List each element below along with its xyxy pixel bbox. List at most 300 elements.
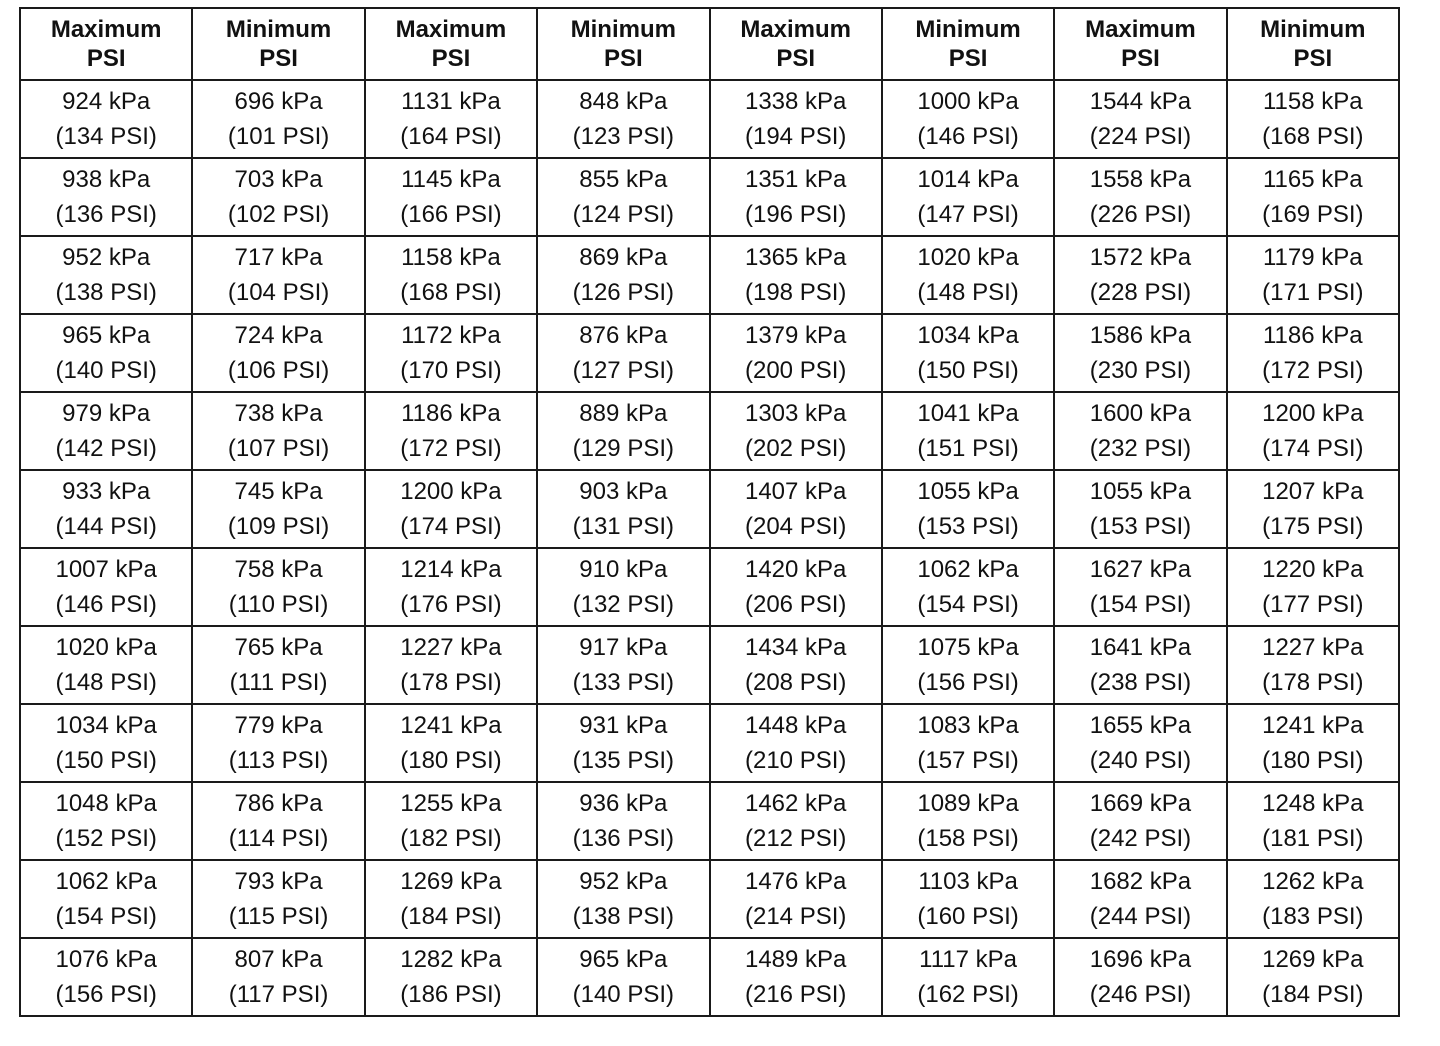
kpa-value: 1303 kPa xyxy=(744,400,847,427)
psi-value: (106 PSI) xyxy=(227,357,330,384)
table-cell xyxy=(710,470,882,548)
table-cell xyxy=(710,782,882,860)
psi-value: (164 PSI) xyxy=(400,123,502,150)
column-header xyxy=(365,8,537,80)
kpa-value: 1048 kPa xyxy=(55,790,157,817)
psi-value: (196 PSI) xyxy=(744,201,847,228)
kpa-value: 1172 kPa xyxy=(401,322,501,349)
kpa-value: 1158 kPa xyxy=(401,244,501,271)
psi-value: (136 PSI) xyxy=(572,825,674,852)
kpa-value: 1420 kPa xyxy=(744,556,847,583)
psi-value: (224 PSI) xyxy=(1089,123,1192,150)
psi-value: (183 PSI) xyxy=(1262,903,1364,930)
kpa-value: 1034 kPa xyxy=(917,322,1019,349)
psi-value: (135 PSI) xyxy=(572,747,674,774)
psi-value: (158 PSI) xyxy=(917,825,1019,852)
header-unit: PSI xyxy=(948,45,988,72)
kpa-value: 1262 kPa xyxy=(1262,868,1364,895)
table-cell xyxy=(1227,158,1399,236)
psi-value: (131 PSI) xyxy=(572,513,674,540)
kpa-value: 1083 kPa xyxy=(917,712,1019,739)
table-row xyxy=(20,470,1399,548)
psi-value: (168 PSI) xyxy=(400,279,502,306)
table-cell xyxy=(192,704,364,782)
table-cell xyxy=(20,860,192,938)
kpa-value: 1020 kPa xyxy=(917,244,1019,271)
table-cell xyxy=(365,236,537,314)
psi-value: (176 PSI) xyxy=(400,591,502,618)
table-row xyxy=(20,158,1399,236)
kpa-value: 1179 kPa xyxy=(1262,244,1363,271)
psi-value: (151 PSI) xyxy=(917,435,1019,462)
table-row xyxy=(20,236,1399,314)
kpa-value: 1407 kPa xyxy=(744,478,847,505)
kpa-value: 1655 kPa xyxy=(1089,712,1192,739)
table-cell xyxy=(1227,782,1399,860)
table-cell xyxy=(1054,938,1226,1016)
psi-value: (113 PSI) xyxy=(228,747,329,774)
psi-value: (115 PSI) xyxy=(228,903,329,930)
table-cell xyxy=(710,236,882,314)
psi-value: (111 PSI) xyxy=(229,669,328,696)
table-cell xyxy=(192,236,364,314)
kpa-value: 1627 kPa xyxy=(1089,556,1192,583)
kpa-value: 1351 kPa xyxy=(744,166,847,193)
table-cell xyxy=(192,158,364,236)
table-cell xyxy=(1054,314,1226,392)
kpa-value: 952 kPa xyxy=(579,868,668,895)
kpa-value: 1103 kPa xyxy=(918,868,1018,895)
column-header xyxy=(882,8,1054,80)
table-cell xyxy=(365,548,537,626)
psi-value: (204 PSI) xyxy=(744,513,847,540)
psi-value: (107 PSI) xyxy=(227,435,330,462)
psi-value: (148 PSI) xyxy=(917,279,1019,306)
psi-value: (210 PSI) xyxy=(744,747,847,774)
column-header xyxy=(1054,8,1226,80)
table-cell xyxy=(1054,470,1226,548)
table-cell xyxy=(537,548,709,626)
table-cell xyxy=(710,392,882,470)
table-cell xyxy=(1054,80,1226,158)
kpa-value: 786 kPa xyxy=(234,790,323,817)
kpa-value: 1379 kPa xyxy=(744,322,847,349)
kpa-value: 848 kPa xyxy=(579,88,668,115)
psi-value: (240 PSI) xyxy=(1089,747,1192,774)
kpa-value: 1489 kPa xyxy=(744,946,847,973)
kpa-value: 1145 kPa xyxy=(401,166,501,193)
kpa-value: 1448 kPa xyxy=(744,712,847,739)
kpa-value: 965 kPa xyxy=(62,322,151,349)
table-cell xyxy=(710,548,882,626)
header-unit: PSI xyxy=(1293,45,1333,72)
kpa-value: 1062 kPa xyxy=(55,868,157,895)
table-cell xyxy=(882,80,1054,158)
psi-value: (156 PSI) xyxy=(917,669,1019,696)
table-row xyxy=(20,314,1399,392)
kpa-value: 855 kPa xyxy=(579,166,668,193)
psi-value: (140 PSI) xyxy=(572,981,674,1008)
header-label: Minimum xyxy=(570,16,676,43)
table-cell xyxy=(1227,236,1399,314)
psi-value: (180 PSI) xyxy=(1262,747,1364,774)
kpa-value: 745 kPa xyxy=(234,478,323,505)
column-header xyxy=(1227,8,1399,80)
table-row xyxy=(20,548,1399,626)
table-cell xyxy=(710,158,882,236)
table-cell xyxy=(882,392,1054,470)
table-cell xyxy=(20,782,192,860)
psi-value: (208 PSI) xyxy=(744,669,847,696)
psi-value: (124 PSI) xyxy=(572,201,674,228)
psi-value: (136 PSI) xyxy=(55,201,157,228)
kpa-value: 933 kPa xyxy=(62,478,151,505)
table-cell xyxy=(365,938,537,1016)
kpa-value: 1000 kPa xyxy=(917,88,1019,115)
kpa-value: 1434 kPa xyxy=(744,634,847,661)
psi-value: (169 PSI) xyxy=(1262,201,1364,228)
psi-value: (154 PSI) xyxy=(1089,591,1192,618)
table-cell xyxy=(20,626,192,704)
table-cell xyxy=(537,704,709,782)
table-cell xyxy=(1227,80,1399,158)
header-label: Minimum xyxy=(1260,16,1366,43)
psi-value: (174 PSI) xyxy=(1262,435,1364,462)
psi-value: (117 PSI) xyxy=(228,981,329,1008)
kpa-value: 1641 kPa xyxy=(1089,634,1192,661)
header-unit: PSI xyxy=(603,45,643,72)
table-cell xyxy=(537,158,709,236)
kpa-value: 1696 kPa xyxy=(1089,946,1192,973)
kpa-value: 1062 kPa xyxy=(917,556,1019,583)
table-cell xyxy=(1054,704,1226,782)
table-cell xyxy=(365,314,537,392)
psi-value: (170 PSI) xyxy=(400,357,502,384)
kpa-value: 1338 kPa xyxy=(744,88,847,115)
table-cell xyxy=(882,548,1054,626)
psi-value: (216 PSI) xyxy=(744,981,847,1008)
psi-value: (132 PSI) xyxy=(572,591,674,618)
kpa-value: 1572 kPa xyxy=(1089,244,1192,271)
table-row xyxy=(20,704,1399,782)
table-cell xyxy=(1227,314,1399,392)
header-unit: PSI xyxy=(431,45,471,72)
table-cell xyxy=(20,470,192,548)
kpa-value: 1186 kPa xyxy=(1262,322,1363,349)
psi-value: (177 PSI) xyxy=(1262,591,1364,618)
kpa-value: 1365 kPa xyxy=(744,244,847,271)
kpa-value: 1055 kPa xyxy=(917,478,1019,505)
table-cell xyxy=(192,860,364,938)
psi-value: (171 PSI) xyxy=(1262,279,1364,306)
table-cell xyxy=(882,470,1054,548)
table-cell xyxy=(710,938,882,1016)
kpa-value: 1227 kPa xyxy=(400,634,502,661)
kpa-value: 779 kPa xyxy=(234,712,323,739)
table-cell xyxy=(537,470,709,548)
table-cell xyxy=(537,860,709,938)
psi-value: (228 PSI) xyxy=(1089,279,1192,306)
psi-value: (142 PSI) xyxy=(55,435,157,462)
kpa-value: 903 kPa xyxy=(579,478,668,505)
psi-value: (202 PSI) xyxy=(744,435,847,462)
psi-value: (160 PSI) xyxy=(917,903,1019,930)
psi-value: (178 PSI) xyxy=(400,669,502,696)
kpa-value: 1055 kPa xyxy=(1089,478,1192,505)
table-cell xyxy=(1054,158,1226,236)
table-cell xyxy=(537,80,709,158)
table-cell xyxy=(365,782,537,860)
table-cell xyxy=(1227,548,1399,626)
header-unit: PSI xyxy=(776,45,816,72)
psi-value: (154 PSI) xyxy=(55,903,157,930)
table-cell xyxy=(537,236,709,314)
psi-value: (178 PSI) xyxy=(1262,669,1364,696)
table-row xyxy=(20,392,1399,470)
table-cell xyxy=(1054,392,1226,470)
kpa-value: 1117 kPa xyxy=(919,946,1017,973)
kpa-value: 1544 kPa xyxy=(1089,88,1192,115)
table-cell xyxy=(1227,470,1399,548)
table-cell xyxy=(192,626,364,704)
table-cell xyxy=(192,470,364,548)
psi-value: (172 PSI) xyxy=(400,435,502,462)
table-cell xyxy=(192,782,364,860)
header-label: Maximum xyxy=(395,16,507,43)
kpa-value: 793 kPa xyxy=(234,868,323,895)
psi-value: (150 PSI) xyxy=(55,747,157,774)
table-cell xyxy=(710,80,882,158)
psi-value: (232 PSI) xyxy=(1089,435,1192,462)
kpa-value: 1089 kPa xyxy=(917,790,1019,817)
kpa-value: 807 kPa xyxy=(234,946,323,973)
kpa-value: 1558 kPa xyxy=(1089,166,1192,193)
kpa-value: 979 kPa xyxy=(62,400,151,427)
table-cell xyxy=(20,704,192,782)
table-cell xyxy=(20,548,192,626)
table-cell xyxy=(365,626,537,704)
psi-value: (127 PSI) xyxy=(572,357,674,384)
psi-value: (200 PSI) xyxy=(744,357,847,384)
table-cell xyxy=(537,314,709,392)
header-label: Maximum xyxy=(50,16,162,43)
psi-value: (181 PSI) xyxy=(1262,825,1364,852)
table-cell xyxy=(1054,782,1226,860)
kpa-value: 1165 kPa xyxy=(1262,166,1363,193)
table-cell xyxy=(537,938,709,1016)
psi-value: (180 PSI) xyxy=(400,747,502,774)
table-cell xyxy=(365,860,537,938)
kpa-value: 738 kPa xyxy=(234,400,323,427)
kpa-value: 724 kPa xyxy=(234,322,323,349)
table-cell xyxy=(882,860,1054,938)
kpa-value: 924 kPa xyxy=(62,88,151,115)
table-cell xyxy=(365,470,537,548)
kpa-value: 1586 kPa xyxy=(1089,322,1192,349)
kpa-value: 1034 kPa xyxy=(55,712,157,739)
psi-value: (134 PSI) xyxy=(55,123,157,150)
psi-value: (238 PSI) xyxy=(1089,669,1192,696)
kpa-value: 952 kPa xyxy=(62,244,151,271)
table-cell xyxy=(537,392,709,470)
psi-value: (246 PSI) xyxy=(1089,981,1192,1008)
kpa-value: 1041 kPa xyxy=(917,400,1019,427)
kpa-value: 1220 kPa xyxy=(1262,556,1364,583)
column-header xyxy=(537,8,709,80)
kpa-value: 1241 kPa xyxy=(1262,712,1364,739)
psi-value: (152 PSI) xyxy=(55,825,157,852)
kpa-value: 1269 kPa xyxy=(400,868,502,895)
psi-value: (150 PSI) xyxy=(917,357,1019,384)
kpa-value: 965 kPa xyxy=(579,946,668,973)
psi-value: (133 PSI) xyxy=(572,669,674,696)
psi-value: (194 PSI) xyxy=(744,123,847,150)
header-label: Minimum xyxy=(225,16,332,43)
table-cell xyxy=(192,548,364,626)
table-cell xyxy=(537,782,709,860)
table-body xyxy=(20,80,1399,1016)
table-cell xyxy=(882,938,1054,1016)
table-cell xyxy=(710,314,882,392)
table-cell xyxy=(20,314,192,392)
psi-value: (242 PSI) xyxy=(1089,825,1192,852)
table-cell xyxy=(882,626,1054,704)
kpa-value: 938 kPa xyxy=(62,166,151,193)
psi-value: (146 PSI) xyxy=(917,123,1019,150)
psi-value: (174 PSI) xyxy=(400,513,502,540)
kpa-value: 1020 kPa xyxy=(55,634,157,661)
kpa-value: 1214 kPa xyxy=(400,556,502,583)
header-row xyxy=(20,8,1399,80)
table-row xyxy=(20,860,1399,938)
psi-value: (172 PSI) xyxy=(1262,357,1364,384)
psi-value: (214 PSI) xyxy=(744,903,847,930)
psi-value: (198 PSI) xyxy=(744,279,847,306)
kpa-value: 758 kPa xyxy=(234,556,323,583)
kpa-value: 1227 kPa xyxy=(1262,634,1364,661)
table-cell xyxy=(882,236,1054,314)
column-header xyxy=(710,8,882,80)
psi-value: (186 PSI) xyxy=(400,981,502,1008)
psi-value: (212 PSI) xyxy=(744,825,847,852)
header-label: Minimum xyxy=(915,16,1021,43)
psi-value: (109 PSI) xyxy=(227,513,330,540)
table-cell xyxy=(20,158,192,236)
kpa-value: 1186 kPa xyxy=(401,400,501,427)
psi-value: (156 PSI) xyxy=(55,981,157,1008)
kpa-value: 1476 kPa xyxy=(744,868,847,895)
kpa-value: 876 kPa xyxy=(579,322,668,349)
kpa-value: 936 kPa xyxy=(579,790,668,817)
kpa-value: 765 kPa xyxy=(234,634,323,661)
psi-value: (153 PSI) xyxy=(917,513,1019,540)
psi-value: (144 PSI) xyxy=(55,513,157,540)
psi-value: (147 PSI) xyxy=(917,201,1019,228)
kpa-value: 1076 kPa xyxy=(55,946,157,973)
table-cell xyxy=(192,80,364,158)
psi-value: (184 PSI) xyxy=(1262,981,1364,1008)
column-header xyxy=(192,8,364,80)
table-cell xyxy=(1227,626,1399,704)
table-row xyxy=(20,626,1399,704)
kpa-value: 1248 kPa xyxy=(1262,790,1364,817)
table-cell xyxy=(1054,860,1226,938)
header-unit: PSI xyxy=(1121,45,1160,72)
table-cell xyxy=(1227,704,1399,782)
table-cell xyxy=(882,314,1054,392)
psi-value: (104 PSI) xyxy=(227,279,330,306)
kpa-value: 696 kPa xyxy=(234,88,323,115)
table-cell xyxy=(710,704,882,782)
table-cell xyxy=(710,626,882,704)
psi-value: (129 PSI) xyxy=(572,435,674,462)
kpa-value: 1669 kPa xyxy=(1089,790,1192,817)
psi-value: (148 PSI) xyxy=(55,669,157,696)
table-cell xyxy=(1227,860,1399,938)
kpa-value: 889 kPa xyxy=(579,400,668,427)
table-cell xyxy=(192,938,364,1016)
table-row xyxy=(20,782,1399,860)
table-cell xyxy=(882,782,1054,860)
psi-value: (126 PSI) xyxy=(572,279,674,306)
table-cell xyxy=(1227,938,1399,1016)
table-cell xyxy=(537,626,709,704)
table-cell xyxy=(20,236,192,314)
psi-value: (166 PSI) xyxy=(400,201,502,228)
table-cell xyxy=(882,158,1054,236)
kpa-value: 869 kPa xyxy=(579,244,668,271)
kpa-value: 1158 kPa xyxy=(1262,88,1363,115)
psi-value: (184 PSI) xyxy=(400,903,502,930)
psi-value: (140 PSI) xyxy=(55,357,157,384)
kpa-value: 703 kPa xyxy=(234,166,323,193)
table-cell xyxy=(20,938,192,1016)
kpa-value: 1207 kPa xyxy=(1262,478,1364,505)
kpa-value: 1462 kPa xyxy=(744,790,847,817)
psi-value: (154 PSI) xyxy=(917,591,1019,618)
kpa-value: 1075 kPa xyxy=(917,634,1019,661)
psi-value: (162 PSI) xyxy=(917,981,1019,1008)
kpa-value: 1682 kPa xyxy=(1089,868,1192,895)
kpa-value: 1200 kPa xyxy=(400,478,502,505)
header-unit: PSI xyxy=(86,45,126,72)
psi-value: (153 PSI) xyxy=(1089,513,1192,540)
psi-value: (168 PSI) xyxy=(1262,123,1364,150)
table-row xyxy=(20,80,1399,158)
table-cell xyxy=(365,704,537,782)
table-cell xyxy=(882,704,1054,782)
psi-value: (157 PSI) xyxy=(917,747,1019,774)
kpa-value: 1255 kPa xyxy=(400,790,502,817)
psi-value: (244 PSI) xyxy=(1089,903,1192,930)
kpa-value: 917 kPa xyxy=(579,634,668,661)
psi-value: (138 PSI) xyxy=(55,279,157,306)
table-cell xyxy=(192,392,364,470)
header-label: Maximum xyxy=(740,16,852,43)
psi-value: (114 PSI) xyxy=(228,825,329,852)
psi-value: (175 PSI) xyxy=(1262,513,1364,540)
header-unit: PSI xyxy=(259,45,298,72)
kpa-value: 1200 kPa xyxy=(1262,400,1364,427)
psi-value: (226 PSI) xyxy=(1089,201,1192,228)
kpa-value: 1282 kPa xyxy=(400,946,502,973)
kpa-value: 931 kPa xyxy=(579,712,668,739)
psi-value: (182 PSI) xyxy=(400,825,502,852)
table-cell xyxy=(20,392,192,470)
table-cell xyxy=(365,158,537,236)
kpa-value: 1131 kPa xyxy=(401,88,501,115)
psi-value: (102 PSI) xyxy=(227,201,330,228)
